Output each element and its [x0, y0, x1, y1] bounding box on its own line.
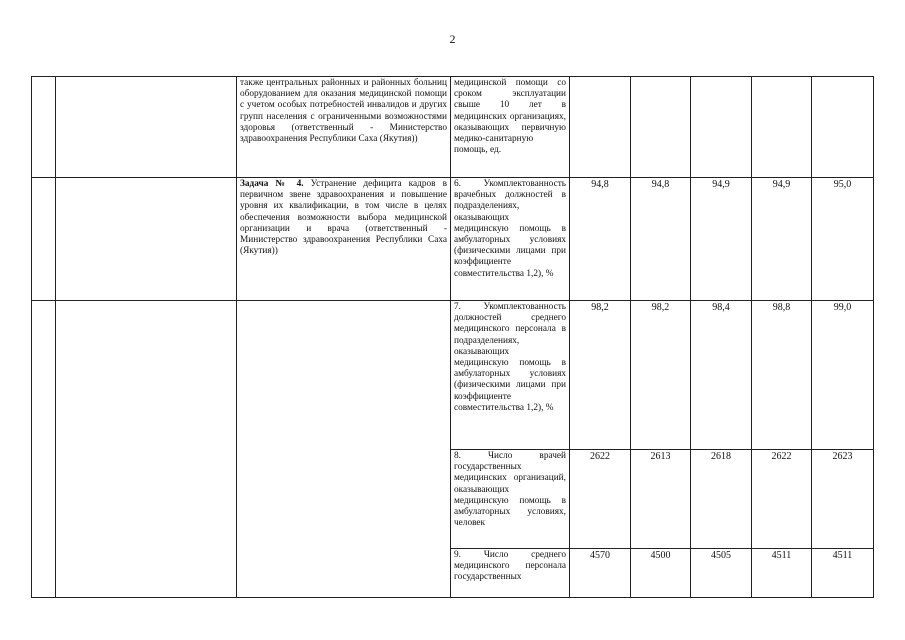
- value-cell: 4570: [570, 549, 631, 598]
- value-cell: 4500: [631, 549, 691, 598]
- task-cell: [237, 77, 451, 178]
- value-cell: [752, 77, 812, 178]
- value-cell: 4505: [691, 549, 752, 598]
- goal-cell: [56, 178, 237, 301]
- value-cell: 94,9: [691, 178, 752, 301]
- number-cell: [32, 301, 56, 598]
- program-table: [31, 76, 874, 598]
- value-cell: [691, 77, 752, 178]
- indicator-cell: 6. Укомплектованность врачебных должностей в подразделениях, оказывающих медицинскую помощь в амбулаторных условиях (физическими лицами при коэффициенте совместительства 1,2), %: [451, 178, 570, 301]
- table-row: [32, 77, 874, 178]
- value-cell: [631, 77, 691, 178]
- indicator-cell: 8. Число врачей государственных медицинских организаций, оказывающих медицинскую помощь в амбулаторных условиях, человек: [451, 450, 570, 549]
- table-row: [32, 301, 874, 450]
- value-cell: [570, 77, 631, 178]
- goal-cell: [56, 77, 237, 178]
- number-cell: [32, 178, 56, 301]
- value-cell: 98,2: [570, 301, 631, 450]
- value-cell: 99,0: [812, 301, 874, 450]
- value-cell: 2622: [570, 450, 631, 549]
- indicator-cell: 9. Число среднего медицинского персонала государственных: [451, 549, 570, 598]
- task-title: Задача № 4.: [240, 179, 304, 189]
- indicator-cell: 7. Укомплектованность должностей среднего медицинского персонала в подразделениях, оказывающих медицинскую помощь в амбулаторных условиях (физическими лицами при коэффициенте совместительства 1,2), %: [451, 301, 570, 450]
- value-cell: 98,4: [691, 301, 752, 450]
- value-cell: 94,9: [752, 178, 812, 301]
- value-cell: 94,8: [631, 178, 691, 301]
- task-text: Устранение дефицита кадров в первичном звене здравоохранения и повышение уровня их квалификации, в том числе в целях обеспечения возможности выбора медицинской организации и врача (ответственный - Министерство здравоохранения Республики Саха (Якутия)): [240, 179, 447, 257]
- value-cell: 2622: [752, 450, 812, 549]
- task-text: также центральных районных и районных больниц оборудованием для оказания медицинской помощи с учетом особых потребностей инвалидов и других групп населения с ограниченными возможностями здоровья (ответственный - Министерство здравоохранения Республики Саха (Якутия)): [240, 78, 447, 145]
- value-cell: 2618: [691, 450, 752, 549]
- goal-cell: [56, 301, 237, 598]
- value-cell: 95,0: [812, 178, 874, 301]
- table-row: [32, 178, 874, 301]
- value-cell: 4511: [812, 549, 874, 598]
- value-cell: 94,8: [570, 178, 631, 301]
- number-cell: [32, 77, 56, 178]
- value-cell: [812, 77, 874, 178]
- value-cell: 98,2: [631, 301, 691, 450]
- task-cell: [237, 178, 451, 301]
- value-cell: 2613: [631, 450, 691, 549]
- task-cell: [237, 301, 451, 598]
- indicator-cell: медицинской помощи со сроком эксплуатации свыше 10 лет в медицинских организациях, оказывающих первичную медико-санитарную помощь, ед.: [451, 77, 570, 178]
- page-number: 2: [449, 32, 456, 46]
- value-cell: 2623: [812, 450, 874, 549]
- value-cell: 98,8: [752, 301, 812, 450]
- value-cell: 4511: [752, 549, 812, 598]
